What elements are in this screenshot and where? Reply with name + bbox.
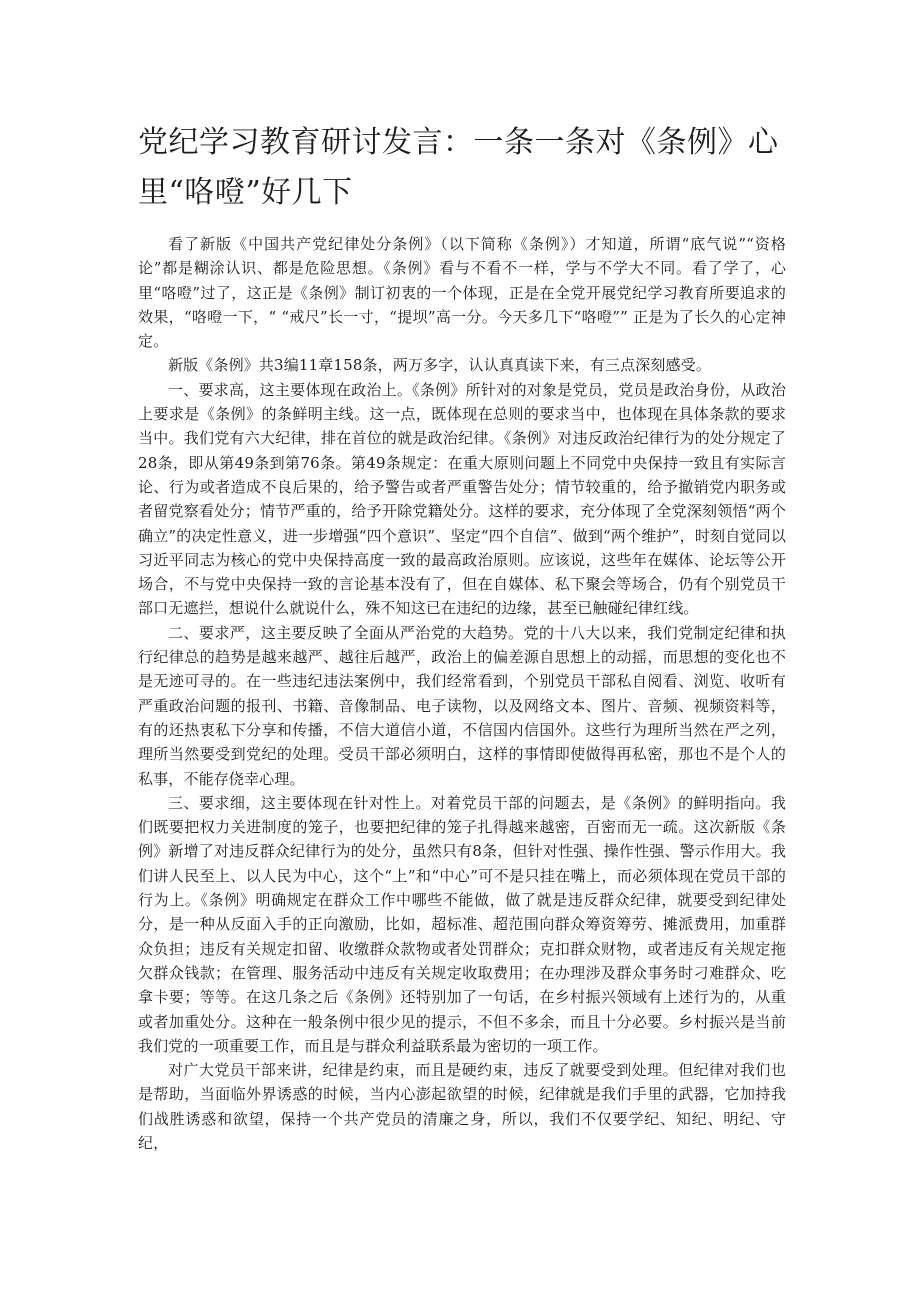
paragraph-point-one: 一、要求高，这主要体现在政治上。《条例》所针对的对象是党员，党员是政治身份，从政治上要求是《条例》的条鲜明主线。这一点，既体现在总则的要求当中，也体现在具体条款的要求当中。我们党有六大纪律，排在首位的就是政治纪律。《条例》对违反政治纪律行为的处分规定了28条，即从第49条到第76条。第49条规定：在重大原则问题上不同党中央保持一致且有实际言论、行为或者造成不良后果的，给予警告或者严重警告处分；情节较重的，给予撤销党内职务或者留党察看处分；情节严重的，给予开除党籍处分。这样的要求，充分体现了全党深刻领悟“两个确立”的决定性意义，进一步增强“四个意识”、坚定“四个自信”、做到“两个维护”，时刻自觉同以习近平同志为核心的党中央保持高度一致的最高政治原则。应该说，这些年在媒体、论坛等公开场合，不与党中央保持一致的言论基本没有了，但在自媒体、私下聚会等场合，仍有个别党员干部口无遮拦，想说什么就说什么，殊不知这已在违纪的边缘，甚至已触碰纪律红线。	[138, 380, 786, 618]
paragraph-point-two: 二、要求严，这主要反映了全面从严治党的大趋势。党的十八大以来，我们党制定纪律和执行纪律总的趋势是越来越严、越往后越严，政治上的偏差源自思想上的动摇，而思想的变化也不是无迹可寻的。在一些违纪违法案例中，我们经常看到，个别党员干部私自阅看、浏览、收听有严重政治问题的报刊、书籍、音像制品、电子读物，以及网络文本、图片、音频、视频资料等，有的还热衷私下分享和传播，不信大道信小道，不信国内信国外。这些行为理所当然在严之列，理所当然要受到党纪的处理。受员干部必须明白，这样的事情即使做得再私密，那也不是个人的私事，不能存侥幸心理。	[138, 623, 786, 788]
document-title: 党纪学习教育研讨发言：一条一条对《条例》心里“咯噔”好几下	[138, 125, 779, 210]
paragraph-intro: 看了新版《中国共产党纪律处分条例》（以下简称《条例》）才知道，所谓“底气说”“资格论”都是糊涂认识、都是危险思想。《条例》看与不看不一样，学与不学大不同。看了学了，心里“咯噔”过了，这正是《条例》制订初衷的一个体现，正是在全党开展党纪学习教育所要追求的效果，“咯噔一下，“ “戒尺”长一寸，“提坝”高一分。今天多几下“咯噔”” 正是为了长久的心定神定。	[138, 235, 786, 351]
paragraph-point-three: 三、要求细，这主要体现在针对性上。对着党员干部的问题去，是《条例》的鲜明指向。我们既要把权力关进制度的笼子，也要把纪律的笼子扎得越来越密，百密而无一疏。这次新版《条例》新增了对违反群众纪律行为的处分，虽然只有8条，但针对性强、操作性强、警示作用大。我们讲人民至上、以人民为中心，这个“上”和“中心”可不是只挂在嘴上，而必须体现在党员干部的行为上。《条例》明确规定在群众工作中哪些不能做，做了就是违反群众纪律，就要受到纪律处分，是一种从反面入手的正向激励，比如，超标准、超范围向群众筹资筹劳、摊派费用，加重群众负担；违反有关规定扣留、收缴群众款物或者处罚群众；克扣群众财物，或者违反有关规定拖欠群众钱款；在管理、服务活动中违反有关规定收取费用；在办理涉及群众事务时刁难群众、吃拿卡要；等等。在这几条之后《条例》还特别加了一句话，在乡村振兴领域有上述行为的，从重或者加重处分。这种在一般条例中很少见的提示，不但不多余，而且十分必要。乡村振兴是当前我们党的一项重要工作，而且是与群众利益联系最为密切的一项工作。	[138, 793, 786, 1055]
document-body	[138, 232, 786, 1155]
paragraph-overview: 新版《条例》共3编11章158条，两万多字，认认真真读下来，有三点深刻感受。	[168, 356, 711, 375]
paragraph-conclusion: 对广大党员干部来讲，纪律是约束，而且是硬约束，违反了就要受到处理。但纪律对我们也是帮助，当面临外界诱惑的时候，当内心澎起欲望的时候，纪律就是我们手里的武器，它加持我们战胜诱惑和欲望，保持一个共产党员的清廉之身，所以，我们不仅要学纪、知纪、明纪、守纪，	[138, 1061, 786, 1152]
